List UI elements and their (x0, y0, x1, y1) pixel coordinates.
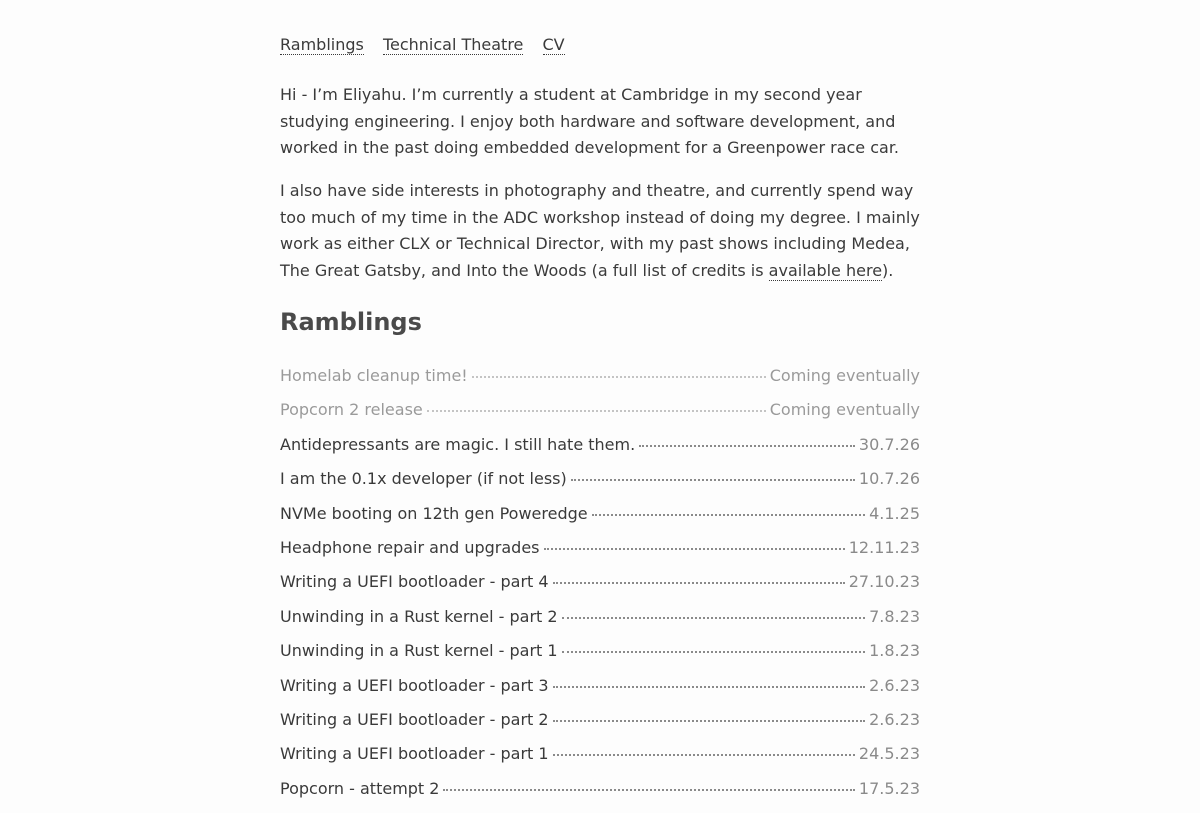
post-list-item[interactable] (280, 676, 920, 710)
post-list-item[interactable] (280, 538, 920, 572)
post-date: 27.10.23 (848, 572, 920, 592)
post-title: NVMe booting on 12th gen Poweredge (280, 503, 588, 523)
post-date: 2.6.23 (869, 709, 920, 729)
post-list-item[interactable] (280, 469, 920, 503)
dot-leader (562, 651, 866, 653)
post-title: Homelab cleanup time! (280, 366, 468, 385)
post-date: 2.6.23 (869, 675, 920, 695)
post-list-item[interactable] (280, 641, 920, 675)
post-date: 17.5.23 (858, 778, 920, 798)
post-date: Coming eventually (769, 366, 920, 385)
intro-paragraph-1: Hi - I’m Eliyahu. I’m currently a student at Cambridge in my second year studying engineering. I enjoy both hardware and software development, and worked in the past doing embedded development for a Greenpower race car. (280, 85, 900, 157)
post-list-item[interactable] (280, 572, 920, 606)
post-title: Unwinding in a Rust kernel - part 2 (280, 606, 558, 626)
top-nav (280, 34, 579, 56)
dot-leader (544, 548, 845, 550)
post-title: I am the 0.1x developer (if not less) (280, 469, 567, 489)
nav-link-cv[interactable]: CV (542, 35, 565, 54)
dot-leader (639, 445, 855, 447)
post-list-item[interactable] (280, 504, 920, 538)
post-date: 1.8.23 (869, 641, 920, 661)
dot-leader (592, 514, 866, 516)
post-date: 4.1.25 (869, 503, 920, 523)
dot-leader (553, 754, 855, 756)
post-title: Writing a UEFI bootloader - part 2 (280, 709, 549, 729)
post-list-item[interactable] (280, 366, 920, 400)
post-list-item[interactable] (280, 435, 920, 469)
dot-leader (562, 617, 866, 619)
post-date: 24.5.23 (858, 744, 920, 764)
post-list-item[interactable] (280, 400, 920, 434)
dot-leader (472, 376, 766, 378)
post-list (280, 366, 920, 813)
post-title: Writing a UEFI bootloader - part 4 (280, 572, 549, 592)
nav-link-ramblings[interactable]: Ramblings (280, 35, 364, 54)
intro-paragraph-2 (280, 178, 920, 284)
dot-leader (553, 686, 866, 688)
post-title: Unwinding in a Rust kernel - part 1 (280, 641, 558, 661)
dot-leader (553, 720, 866, 722)
post-title: Popcorn 2 release (280, 400, 423, 420)
credits-link[interactable]: available here (768, 260, 883, 280)
post-date: Coming eventually (769, 400, 920, 420)
intro-paragraph-2-end: ). (882, 260, 894, 280)
post-title: Antidepressants are magic. I still hate them. (280, 434, 636, 454)
post-title: Popcorn - attempt 2 (280, 778, 440, 798)
post-list-item[interactable] (280, 607, 920, 641)
dot-leader (571, 479, 855, 481)
ramblings-heading: Ramblings (280, 308, 422, 336)
dot-leader (553, 582, 845, 584)
post-date: 10.7.26 (858, 469, 920, 489)
post-date: 7.8.23 (869, 606, 920, 626)
nav-link-technical-theatre[interactable]: Technical Theatre (382, 35, 524, 54)
post-date: 30.7.26 (858, 434, 920, 454)
post-list-item[interactable] (280, 744, 920, 778)
post-title: Headphone repair and upgrades (280, 537, 540, 557)
dot-leader (427, 410, 766, 412)
intro-paragraph-2-text: I also have side interests in photography and theatre, and currently spend way too much of my time in the ADC workshop instead of doing my degree. I mainly work as either CLX or Technical Director, with my past shows including Medea, The Great Gatsby, and Into the Woods (a full list of credits is (280, 181, 920, 280)
post-date: 12.11.23 (848, 537, 920, 557)
post-list-item[interactable] (280, 779, 920, 813)
post-title: Writing a UEFI bootloader - part 1 (280, 744, 549, 764)
post-title: Writing a UEFI bootloader - part 3 (280, 675, 549, 695)
post-list-item[interactable] (280, 710, 920, 744)
dot-leader (443, 789, 854, 791)
